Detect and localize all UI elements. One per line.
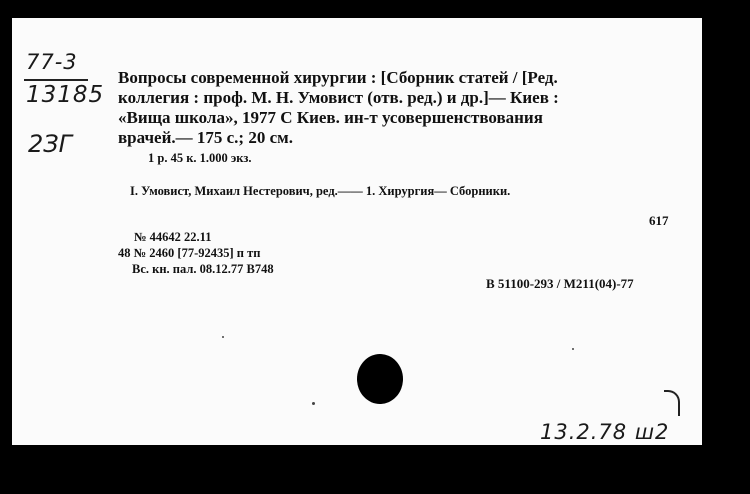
accession-line-2: 48 № 2460 [77-92435] п тп [118,246,261,260]
ink-speck [222,336,224,338]
ink-speck [572,348,574,350]
handwritten-flourish [664,390,680,416]
accession-line-3: Вс. кн. пал. 08.12.77 В748 [132,262,274,276]
classification-code: 617 [649,213,669,228]
tracing-line: I. Умовист, Михаил Нестерович, ред.—— 1. Хирургия— Сборники. [130,184,511,198]
entry-line-1: Вопросы современной хирургии : [Сборник статей / [Ред. [118,68,558,87]
handwritten-margin-mark: 2ЗГ [28,130,73,158]
ink-speck [312,402,315,405]
card-punch-hole [357,354,403,404]
entry-line-2: коллегия : проф. М. Н. Умовист (отв. ред.) и др.]— Киев : [118,88,559,107]
scan-border [0,446,750,494]
bibliographic-entry [118,68,678,148]
entry-line-3: «Вища школа», 1977 С Киев. ин-т усовершенствования [118,108,543,127]
handwritten-inventory-number: 13185 [26,82,105,108]
handwritten-class-mark: 77-3 [26,50,78,74]
entry-line-4: врачей.— 175 с.; 20 см. [118,128,293,147]
accession-line-1: № 44642 22.11 [134,230,212,244]
catalog-card [12,18,702,445]
handwritten-date: 13.2.78 ш2 [540,420,670,444]
catalog-code: В 51100-293 / М211(04)-77 [486,276,634,291]
handwritten-underline [24,79,88,81]
price-and-print-run: 1 р. 45 к. 1.000 экз. [148,151,252,165]
